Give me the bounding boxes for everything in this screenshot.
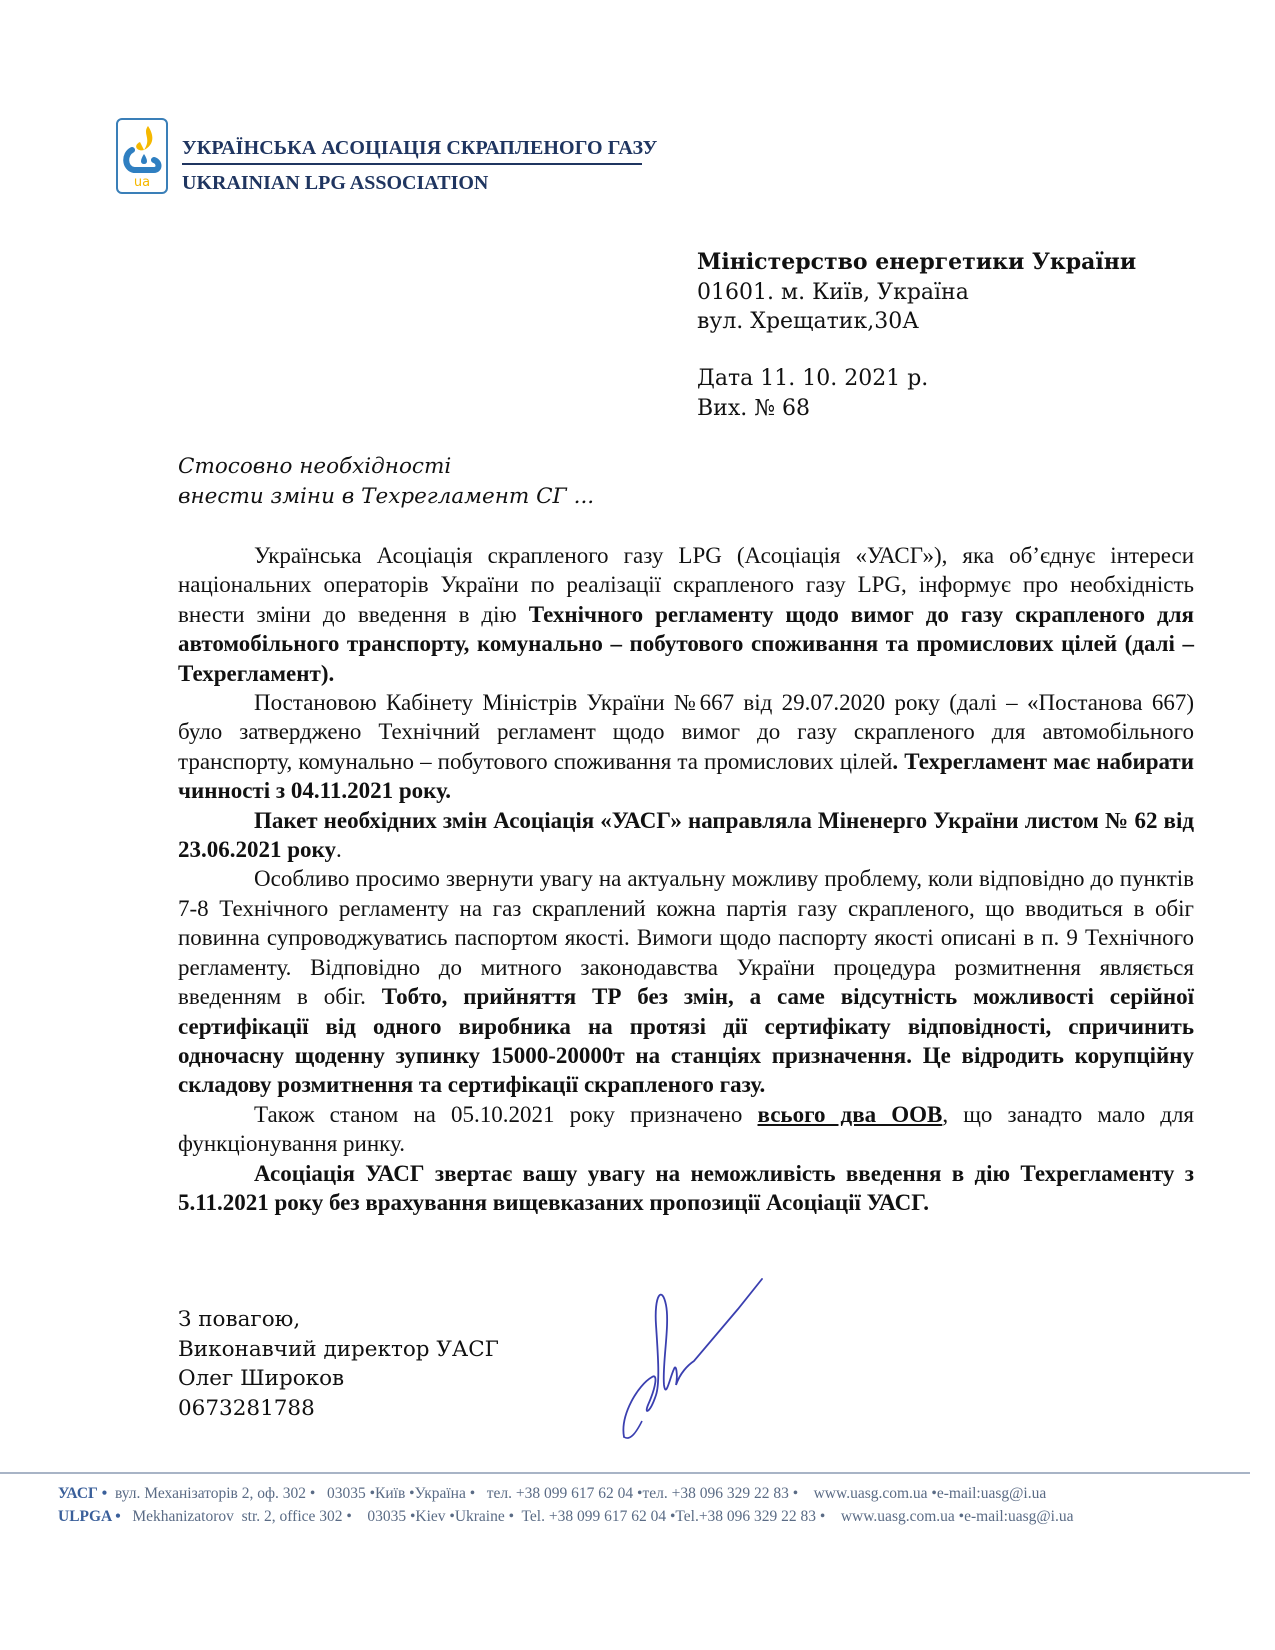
- footer-ua: [58, 1485, 1046, 1503]
- letter-body: [178, 541, 1194, 1217]
- handwritten-signature-icon: [618, 1265, 768, 1445]
- paragraph-2: [178, 688, 1194, 806]
- paragraph-6: [178, 1159, 1194, 1218]
- footer-ua-org: УАСГ •: [58, 1485, 108, 1502]
- paragraph-5-emphasis: всього два ООВ: [757, 1101, 943, 1127]
- footer-ua-contacts: вул. Механізаторів 2, оф. 302 • 03035 •Київ •Україна • тел. +38 099 617 62 04 •тел. +38 096 329 22 83 • www.uasg.com.ua •e-mail:uasg@i.ua: [107, 1485, 1047, 1502]
- paragraph-5: [178, 1100, 1194, 1159]
- subject-line1: Стосовно необхідності: [178, 454, 452, 479]
- signer-position: Виконавчий директор УАСГ: [178, 1336, 499, 1362]
- letter-meta: [697, 364, 928, 423]
- paragraph-3-text: .: [335, 837, 342, 863]
- recipient-address-line1: 01601. м. Київ, Україна: [697, 279, 969, 305]
- svg-text:ua: ua: [133, 175, 151, 190]
- association-name-en: UKRAINIAN LPG ASSOCIATION: [182, 172, 489, 194]
- paragraph-4-bold: Тобто, прийняття ТР без змін, а саме відсутність можливості серійної сертифікації від одного виробника на протязі дії сертифікату відповідності, спричинить одночасну щоденну зупинку 15000-20000т на станціях призначення. Це відродить корупційну складову розмитнення та сертифікації скрапленого газу.: [178, 984, 1194, 1098]
- letter-subject: [178, 452, 594, 511]
- paragraph-1-text: Українська Асоціація скрапленого газу LPG (Асоціація «УАСГ»), яка об’єднує інтереси національних операторів України по реалізації скрапленого газу LPG, інформує про необхідність внести зміни до введення в дію: [178, 543, 1194, 627]
- footer-en-org: ULPGA •: [58, 1508, 121, 1525]
- closing-regards: З повагою,: [178, 1307, 301, 1332]
- paragraph-5-text: Також станом на 05.10.2021 року призначено: [254, 1101, 758, 1127]
- association-name-ua: УКРАЇНСЬКА АСОЦІАЦІЯ СКРАПЛЕНОГО ГАЗУ: [182, 137, 658, 159]
- flame-drop-icon: [118, 120, 166, 192]
- recipient-block: [697, 248, 1136, 337]
- paragraph-6-bold: Асоціація УАСГ звертає вашу увагу на неможливість введення в дію Техрегламенту з 5.11.2021 року без врахування вищевказаних пропозиції Асоціації УАСГ.: [178, 1160, 1194, 1215]
- footer-divider: [0, 1472, 1250, 1474]
- paragraph-3: [178, 806, 1194, 865]
- header-divider: [182, 163, 642, 165]
- paragraph-4-text: Особливо просимо звернути увагу на актуальну можливу проблему, коли відповідно до пунктів 7-8 Технічного регламенту на газ скраплений кожна партія газу скрапленого, що вводиться в обіг повинна супроводжуватись паспортом якості. Вимоги щодо паспорту якості описані в п. 9 Технічного регламенту. Відповідно до митного законодавства України процедура розмитнення являється введенням в обіг.: [178, 866, 1194, 1010]
- recipient-address-line2: вул. Хрещатик,30А: [697, 309, 919, 334]
- footer-en: [58, 1508, 1073, 1526]
- footer-en-contacts: Mekhanizatorov str. 2, office 302 • 03035 •Kiev •Ukraine • Tel. +38 099 617 62 04 •Tel.+38 096 329 22 83 • www.uasg.com.ua •e-mail:uasg@i.ua: [120, 1508, 1074, 1525]
- paragraph-1: [178, 541, 1194, 688]
- paragraph-5-text-after: , що занадто мало для функціонування ринку.: [178, 1101, 1194, 1157]
- paragraph-2-text: Постановою Кабінету Міністрів України №667 від 29.07.2020 року (далі – «Постанова 667) було затверджено Технічний регламент щодо вимог до газу скрапленого для автомобільного транспорту, комунально – побутового споживання та промислових цілей: [178, 690, 1194, 774]
- signer-phone: 0673281788: [178, 1395, 315, 1421]
- paragraph-1-bold: Технічного регламенту щодо вимог до газу скрапленого для автомобільного транспорту, комунально – побутового споживання та промислових цілей (далі – Техрегламент).: [178, 601, 1194, 686]
- paragraph-2-bold: . Техрегламент має набирати чинності з 04.11.2021 року.: [178, 748, 1194, 804]
- paragraph-4: [178, 864, 1194, 1099]
- recipient-name: Міністерство енергетики України: [697, 249, 1137, 275]
- signer-name: Олег Широков: [178, 1366, 345, 1391]
- uasg-logo-icon: [116, 118, 168, 194]
- paragraph-3-bold: Пакет необхідних змін Асоціація «УАСГ» направляла Міненерго України листом № 62 від 23.06.2021 року: [178, 807, 1194, 863]
- closing-block: [178, 1305, 499, 1423]
- outgoing-number: Вих. № 68: [697, 395, 811, 421]
- subject-line2: внести зміни в Техрегламент СГ ...: [178, 483, 595, 509]
- letter-date: Дата 11. 10. 2021 р.: [697, 366, 929, 391]
